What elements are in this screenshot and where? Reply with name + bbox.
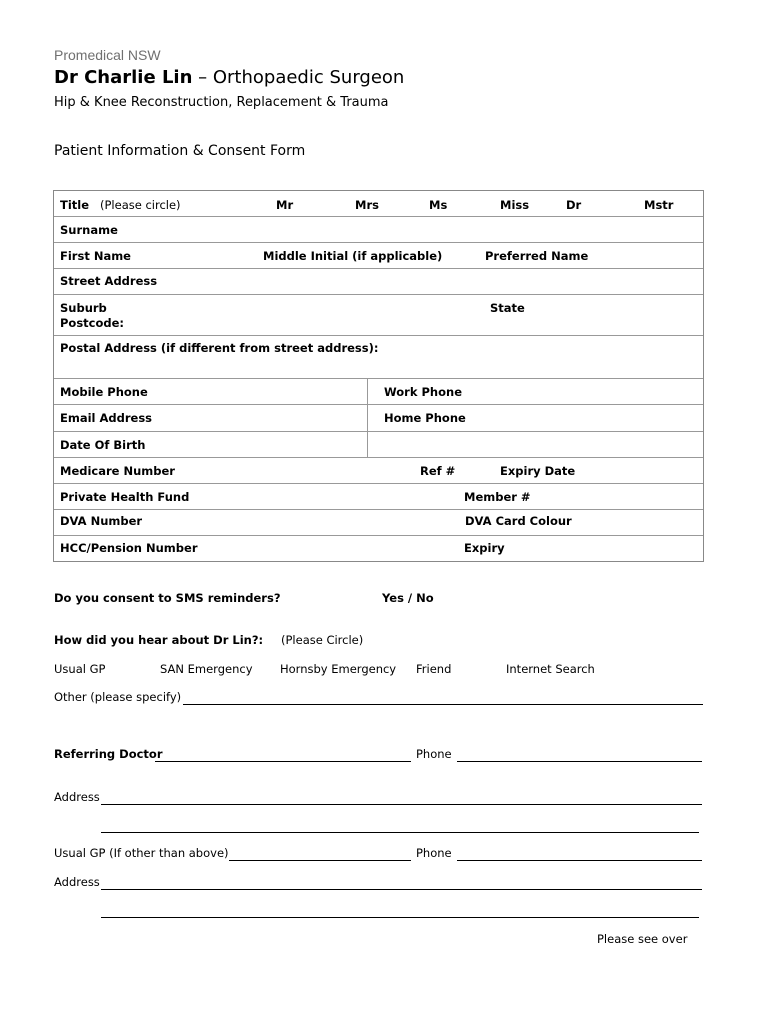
title-option-mstr[interactable]: Mstr <box>644 198 674 212</box>
usual-gp-phone-label: Phone <box>416 846 452 860</box>
street-address-field[interactable]: Street Address <box>60 274 158 288</box>
medicare-expiry-field[interactable]: Expiry Date <box>500 464 576 478</box>
surname-field[interactable]: Surname <box>60 223 118 237</box>
postcode-field[interactable]: Postcode: <box>60 316 125 330</box>
row-divider <box>54 216 703 217</box>
title-option-dr[interactable]: Dr <box>566 198 582 212</box>
health-fund-field[interactable]: Private Health Fund <box>60 490 190 504</box>
referring-phone-line[interactable] <box>457 761 702 762</box>
suburb-field[interactable]: Suburb <box>60 301 107 315</box>
column-divider <box>367 378 368 457</box>
option-hornsby-emergency[interactable]: Hornsby Emergency <box>280 662 397 676</box>
patient-details-table <box>53 190 704 562</box>
row-divider <box>54 294 703 295</box>
member-number-field[interactable]: Member # <box>464 490 531 504</box>
usual-gp-address-line[interactable] <box>101 889 702 890</box>
preferred-name-field[interactable]: Preferred Name <box>485 249 589 263</box>
hcc-pension-field[interactable]: HCC/Pension Number <box>60 541 198 555</box>
usual-gp-line[interactable] <box>229 860 411 861</box>
referring-address-line-2[interactable] <box>101 832 699 833</box>
usual-gp-address-label: Address <box>54 875 100 889</box>
other-specify-label: Other (please specify) <box>54 690 182 704</box>
title-option-miss[interactable]: Miss <box>500 198 530 212</box>
doctor-dash: – <box>192 67 213 88</box>
title-option-mr[interactable]: Mr <box>276 198 294 212</box>
first-name-field[interactable]: First Name <box>60 249 131 263</box>
referral-source-hint: (Please Circle) <box>281 633 364 647</box>
referring-phone-label: Phone <box>416 747 452 761</box>
middle-initial-field[interactable]: Middle Initial (if applicable) <box>263 249 443 263</box>
option-san-emergency[interactable]: SAN Emergency <box>160 662 253 676</box>
referring-doctor-line[interactable] <box>155 761 411 762</box>
date-of-birth-field[interactable]: Date Of Birth <box>60 438 146 452</box>
usual-gp-label: Usual GP (If other than above) <box>54 846 229 860</box>
usual-gp-phone-line[interactable] <box>457 860 702 861</box>
title-option-mrs[interactable]: Mrs <box>355 198 379 212</box>
form-title: Patient Information & Consent Form <box>54 143 306 159</box>
referring-doctor-label: Referring Doctor <box>54 747 163 761</box>
sms-consent-question: Do you consent to SMS reminders? <box>54 591 281 605</box>
row-divider <box>54 378 703 379</box>
title-field: Title (Please circle) <box>60 198 181 212</box>
please-see-over: Please see over <box>597 932 688 946</box>
row-divider <box>54 535 703 536</box>
other-specify-line[interactable] <box>183 704 703 705</box>
practice-name: Promedical NSW <box>54 47 161 63</box>
home-phone-field[interactable]: Home Phone <box>384 411 466 425</box>
option-usual-gp[interactable]: Usual GP <box>54 662 106 676</box>
title-option-ms[interactable]: Ms <box>429 198 448 212</box>
email-address-field[interactable]: Email Address <box>60 411 153 425</box>
postal-address-field[interactable]: Postal Address (if different from street address): <box>60 341 379 355</box>
referral-source-question: How did you hear about Dr Lin?: <box>54 633 264 647</box>
row-divider <box>54 268 703 269</box>
work-phone-field[interactable]: Work Phone <box>384 385 463 399</box>
row-divider <box>54 509 703 510</box>
row-divider <box>54 431 703 432</box>
option-internet-search[interactable]: Internet Search <box>506 662 595 676</box>
row-divider <box>54 242 703 243</box>
mobile-phone-field[interactable]: Mobile Phone <box>60 385 148 399</box>
specialty-subtitle: Hip & Knee Reconstruction, Replacement & Trauma <box>54 95 389 110</box>
state-field[interactable]: State <box>490 301 525 315</box>
referring-address-label: Address <box>54 790 100 804</box>
dva-number-field[interactable]: DVA Number <box>60 514 143 528</box>
usual-gp-address-line-2[interactable] <box>101 917 699 918</box>
doctor-name: Dr Charlie Lin <box>54 67 193 88</box>
row-divider <box>54 404 703 405</box>
row-divider <box>54 335 703 336</box>
row-divider <box>54 457 703 458</box>
option-friend[interactable]: Friend <box>416 662 452 676</box>
sms-consent-answer[interactable]: Yes / No <box>382 591 434 605</box>
medicare-ref-field[interactable]: Ref # <box>420 464 456 478</box>
referring-address-line[interactable] <box>101 804 702 805</box>
doctor-heading <box>54 67 404 88</box>
doctor-role: Orthopaedic Surgeon <box>212 67 405 88</box>
medicare-number-field[interactable]: Medicare Number <box>60 464 175 478</box>
dva-card-colour-field[interactable]: DVA Card Colour <box>465 514 572 528</box>
hcc-expiry-field[interactable]: Expiry <box>464 541 505 555</box>
row-divider <box>54 483 703 484</box>
